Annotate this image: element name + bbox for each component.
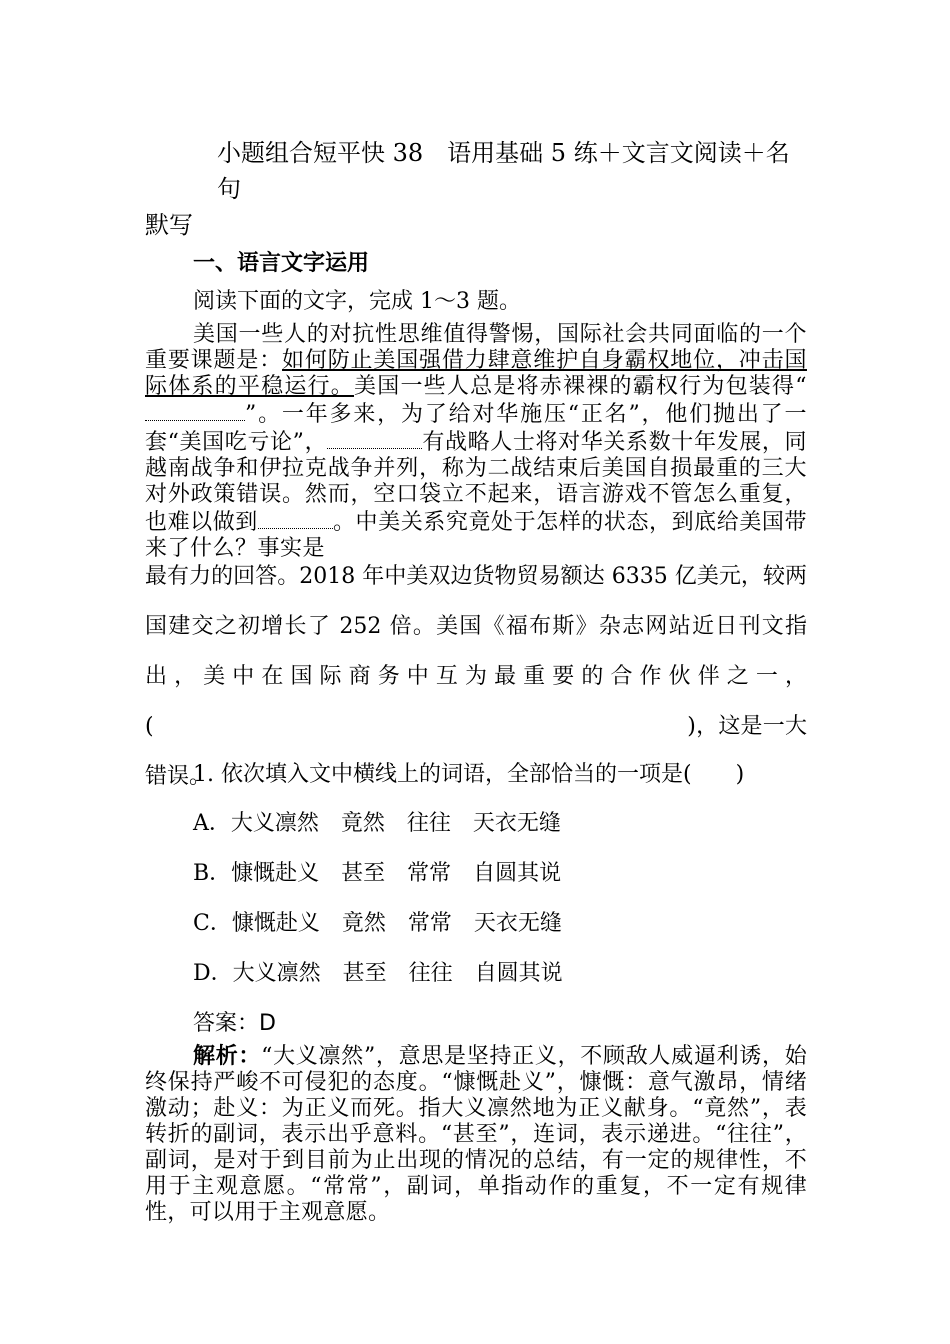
blank-line: [258, 508, 333, 529]
reading-instruction: 阅读下面的文字，完成 1～3 题。: [193, 289, 521, 314]
option-a: A．大义凛然 竟然 往往 天衣无缝: [193, 811, 561, 836]
passage-text: 美国一些人的对抗性思维值得警惕，国际社会共同面临的一个重要课题是：: [145, 322, 807, 373]
passage-text: 。中美关系究竟处于怎样的状态，到底给美国带来了什么？事实是: [145, 510, 807, 561]
blank-line: [145, 400, 245, 421]
analysis-label: 解析：: [193, 1044, 262, 1069]
passage-text: 有战略人士将对华关系数十年发展，同越南战争和伊拉克战争并列，称为二战结束后美国自损最重的三大对外政策错误。然而，空口袋立不起来，语言游戏不管怎么重复，也难以做到: [145, 430, 807, 535]
passage-text: ”。一年多来，为了给对华施压“正名”，他们抛出了一套“美国吃亏论”，: [145, 402, 807, 455]
passage-text: 美国一些人总是将赤裸裸的霸权行为包装得“: [354, 374, 807, 399]
answer: 答案：D: [193, 1011, 276, 1036]
option-d: D．大义凛然 甚至 往往 自圆其说: [193, 961, 563, 986]
analysis-text: “大义凛然”，意思是坚持正义，不顾敌人威逼利诱，始终保持严峻不可侵犯的态度。“慷慨赴义”，慷慨：意气激昂，情绪激动；赴义：为正义而死。指大义凛然地为正义献身。“竟然”，表转折的副词，表示出乎意料。“甚至”，连词，表示递进。“往往”，副词，是对于到目前为止出现的情况的总结，有一定的规律性，不用于主观意愿。“常常”，副词，单指动作的重复，不一定有规律性，可以用于主观意愿。: [145, 1044, 807, 1225]
section-heading: 一、语言文字运用: [193, 251, 370, 276]
title-line-1: 小题组合短平快 38 语用基础 5 练＋文言文阅读＋名句: [217, 139, 790, 203]
question-stem: 1. 依次填入文中横线上的词语，全部恰当的一项是( ): [193, 762, 745, 787]
underlined-sentence: 如何防止美国强借力肆意维护自身霸权地位，冲击国际体系的平稳运行。: [145, 348, 807, 399]
title-line-2: 默写: [145, 211, 193, 239]
option-b: B．慷慨赴义 甚至 常常 自圆其说: [193, 861, 562, 886]
reading-passage-continued: 最有力的回答。2018 年中美双边货物贸易额达 6335 亿美元，较两国建交之初增长了 252 倍。美国《福布斯》杂志网站近日刊文指出，美中在国际商务中互为最重要的合作伙伴之一，( )，这是一大错误。: [145, 564, 807, 789]
option-c: C．慷慨赴义 竟然 常常 天衣无缝: [193, 911, 562, 936]
analysis: [145, 1044, 807, 1226]
blank-line: [327, 428, 422, 449]
page-title: [145, 135, 807, 243]
reading-passage: [145, 322, 807, 562]
